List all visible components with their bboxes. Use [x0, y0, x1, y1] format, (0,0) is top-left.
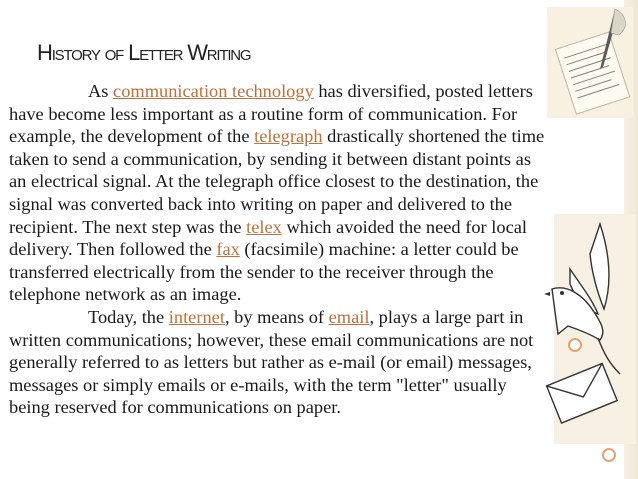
dove-with-envelope-icon — [540, 214, 636, 444]
letter-and-quill-icon — [545, 5, 635, 120]
link-telegraph[interactable]: telegraph — [254, 126, 323, 147]
slide-title — [37, 40, 250, 66]
link-fax[interactable]: fax — [216, 239, 240, 260]
text-run: Today, the — [88, 306, 169, 327]
text-run: drastically shortened the time taken to send a communication, by sending it between distant points as an electrical signal. At the telegraph office closest to the destination, the signal was converted back into writing on paper and delivered to the recipient. The next step was the — [9, 126, 545, 237]
title-word-1: History — [37, 40, 100, 65]
title-word-2: of — [104, 40, 124, 65]
title-word-4: Writing — [187, 40, 251, 65]
title-word-3: Letter — [128, 40, 183, 65]
decorative-bullet — [568, 338, 582, 352]
text-run: has diversified, posted letters have become less important as a routine form of communication. For example, the development of the — [9, 81, 533, 147]
text-run: which avoided the need for local delivery. Then followed the — [9, 216, 528, 260]
text-run: , by means of — [224, 306, 329, 327]
link-telex[interactable]: telex — [246, 216, 282, 237]
link-communication-technology[interactable]: communication technology — [113, 81, 314, 101]
text-run: , plays a large part in written communications; however, these email communications are not generally referred to as letters but rather as e-mail (or email) messages, messages or simply emails or e-mails, with the term "letter" usually being reserved for communications on paper. — [9, 306, 534, 418]
text-run: As — [88, 81, 114, 101]
decorative-bullet — [602, 448, 616, 462]
link-email[interactable]: email — [328, 306, 370, 327]
link-internet[interactable]: internet — [168, 306, 225, 327]
body-text — [9, 80, 549, 419]
text-run: (facsimile) machine: a letter could be transferred electrically from the sender to the receiver through the telephone network as an image. — [9, 239, 519, 305]
paragraph-1 — [9, 80, 549, 306]
paragraph-2 — [9, 306, 549, 419]
